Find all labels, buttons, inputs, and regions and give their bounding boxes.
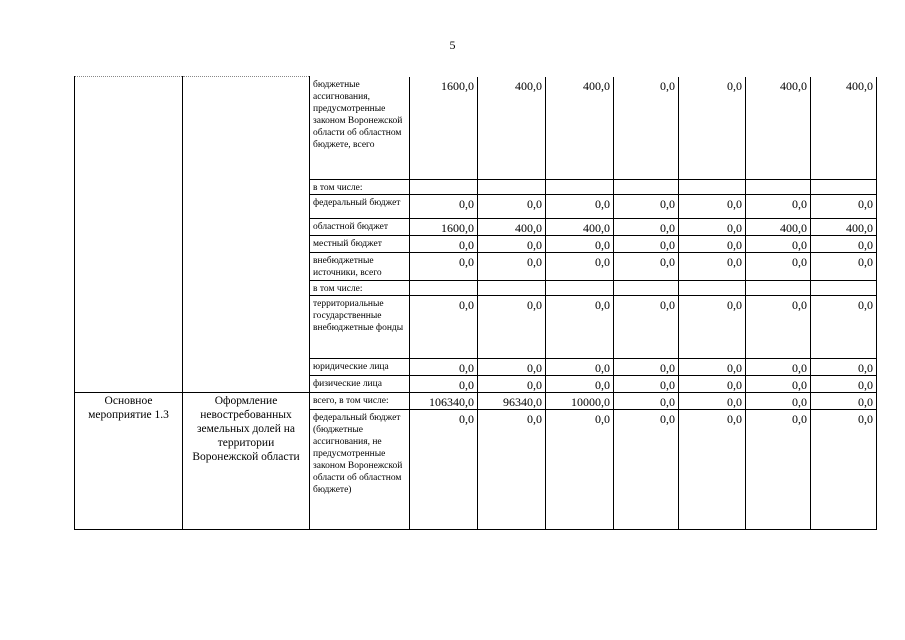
funding-source-label: федеральный бюджет (бюджетные ассигнования, не предусмотренные законом Воронежской области об областном бюджете) [310, 410, 410, 530]
status-cell-continued [75, 77, 183, 393]
value-cell: 0,0 [679, 236, 746, 253]
value-cell: 0,0 [614, 77, 679, 180]
funding-source-label: в том числе: [310, 281, 410, 296]
funding-source-label: территориальные государственные внебюджетные фонды [310, 296, 410, 359]
value-cell: 0,0 [614, 296, 679, 359]
value-cell: 0,0 [478, 410, 546, 530]
value-cell: 0,0 [679, 253, 746, 281]
funding-source-label: юридические лица [310, 359, 410, 376]
value-cell [478, 281, 546, 296]
value-cell: 10000,0 [546, 393, 614, 410]
value-cell: 0,0 [746, 195, 811, 219]
value-cell: 0,0 [410, 376, 478, 393]
value-cell: 0,0 [478, 376, 546, 393]
value-cell: 0,0 [746, 376, 811, 393]
value-cell [410, 281, 478, 296]
name-cell-continued [183, 77, 310, 393]
value-cell: 400,0 [478, 219, 546, 236]
value-cell: 0,0 [546, 296, 614, 359]
funding-source-label: всего, в том числе: [310, 393, 410, 410]
value-cell: 0,0 [811, 253, 877, 281]
value-cell: 0,0 [679, 195, 746, 219]
value-cell: 0,0 [478, 359, 546, 376]
value-cell: 400,0 [811, 219, 877, 236]
value-cell: 0,0 [679, 359, 746, 376]
value-cell: 1600,0 [410, 77, 478, 180]
value-cell: 0,0 [679, 296, 746, 359]
value-cell: 0,0 [410, 359, 478, 376]
value-cell: 0,0 [746, 236, 811, 253]
value-cell: 0,0 [614, 376, 679, 393]
value-cell: 106340,0 [410, 393, 478, 410]
value-cell: 0,0 [546, 359, 614, 376]
value-cell: 0,0 [746, 410, 811, 530]
value-cell [811, 281, 877, 296]
value-cell: 0,0 [746, 393, 811, 410]
value-cell: 400,0 [746, 219, 811, 236]
value-cell: 0,0 [546, 253, 614, 281]
value-cell: 0,0 [546, 236, 614, 253]
funding-source-label: местный бюджет [310, 236, 410, 253]
value-cell [746, 180, 811, 195]
value-cell: 0,0 [811, 376, 877, 393]
value-cell [811, 180, 877, 195]
value-cell: 0,0 [811, 393, 877, 410]
budget-table [74, 76, 877, 530]
value-cell: 0,0 [410, 296, 478, 359]
funding-source-label: федеральный бюджет [310, 195, 410, 219]
table-row [75, 393, 877, 410]
value-cell: 0,0 [614, 195, 679, 219]
value-cell: 0,0 [478, 195, 546, 219]
funding-source-label: внебюджетные источники, всего [310, 253, 410, 281]
value-cell: 0,0 [614, 253, 679, 281]
value-cell: 0,0 [410, 195, 478, 219]
value-cell: 0,0 [811, 359, 877, 376]
value-cell: 96340,0 [478, 393, 546, 410]
value-cell: 0,0 [746, 359, 811, 376]
value-cell: 0,0 [546, 195, 614, 219]
value-cell: 400,0 [811, 77, 877, 180]
value-cell: 400,0 [478, 77, 546, 180]
value-cell: 400,0 [546, 219, 614, 236]
value-cell: 0,0 [546, 410, 614, 530]
value-cell [546, 281, 614, 296]
table-row [75, 77, 877, 180]
value-cell: 0,0 [614, 359, 679, 376]
value-cell [746, 281, 811, 296]
value-cell: 0,0 [410, 253, 478, 281]
value-cell [614, 180, 679, 195]
activity-name: Оформление невостребованных земельных долей на территории Воронежской области [183, 393, 310, 530]
value-cell [679, 180, 746, 195]
value-cell: 0,0 [478, 296, 546, 359]
value-cell [546, 180, 614, 195]
funding-source-label: физические лица [310, 376, 410, 393]
value-cell: 0,0 [679, 219, 746, 236]
value-cell: 0,0 [811, 296, 877, 359]
value-cell: 0,0 [614, 410, 679, 530]
value-cell: 400,0 [546, 77, 614, 180]
value-cell: 0,0 [679, 410, 746, 530]
activity-status: Основное мероприятие 1.3 [75, 393, 183, 530]
value-cell [614, 281, 679, 296]
value-cell: 0,0 [478, 236, 546, 253]
value-cell: 0,0 [614, 393, 679, 410]
value-cell: 1600,0 [410, 219, 478, 236]
value-cell: 0,0 [410, 236, 478, 253]
value-cell: 0,0 [811, 195, 877, 219]
funding-source-label: в том числе: [310, 180, 410, 195]
value-cell [679, 281, 746, 296]
funding-source-label: областной бюджет [310, 219, 410, 236]
value-cell: 0,0 [614, 219, 679, 236]
value-cell: 0,0 [811, 410, 877, 530]
value-cell [478, 180, 546, 195]
value-cell: 0,0 [746, 253, 811, 281]
value-cell: 0,0 [410, 410, 478, 530]
value-cell: 0,0 [614, 236, 679, 253]
value-cell: 0,0 [546, 376, 614, 393]
page-number: 5 [449, 38, 456, 52]
value-cell: 0,0 [679, 376, 746, 393]
value-cell: 0,0 [679, 393, 746, 410]
funding-source-label: бюджетные ассигнования, предусмотренные законом Воронежской области об областном бюджете, всего [310, 77, 410, 180]
value-cell: 0,0 [679, 77, 746, 180]
value-cell: 0,0 [746, 296, 811, 359]
value-cell: 0,0 [478, 253, 546, 281]
value-cell [410, 180, 478, 195]
value-cell: 400,0 [746, 77, 811, 180]
value-cell: 0,0 [811, 236, 877, 253]
